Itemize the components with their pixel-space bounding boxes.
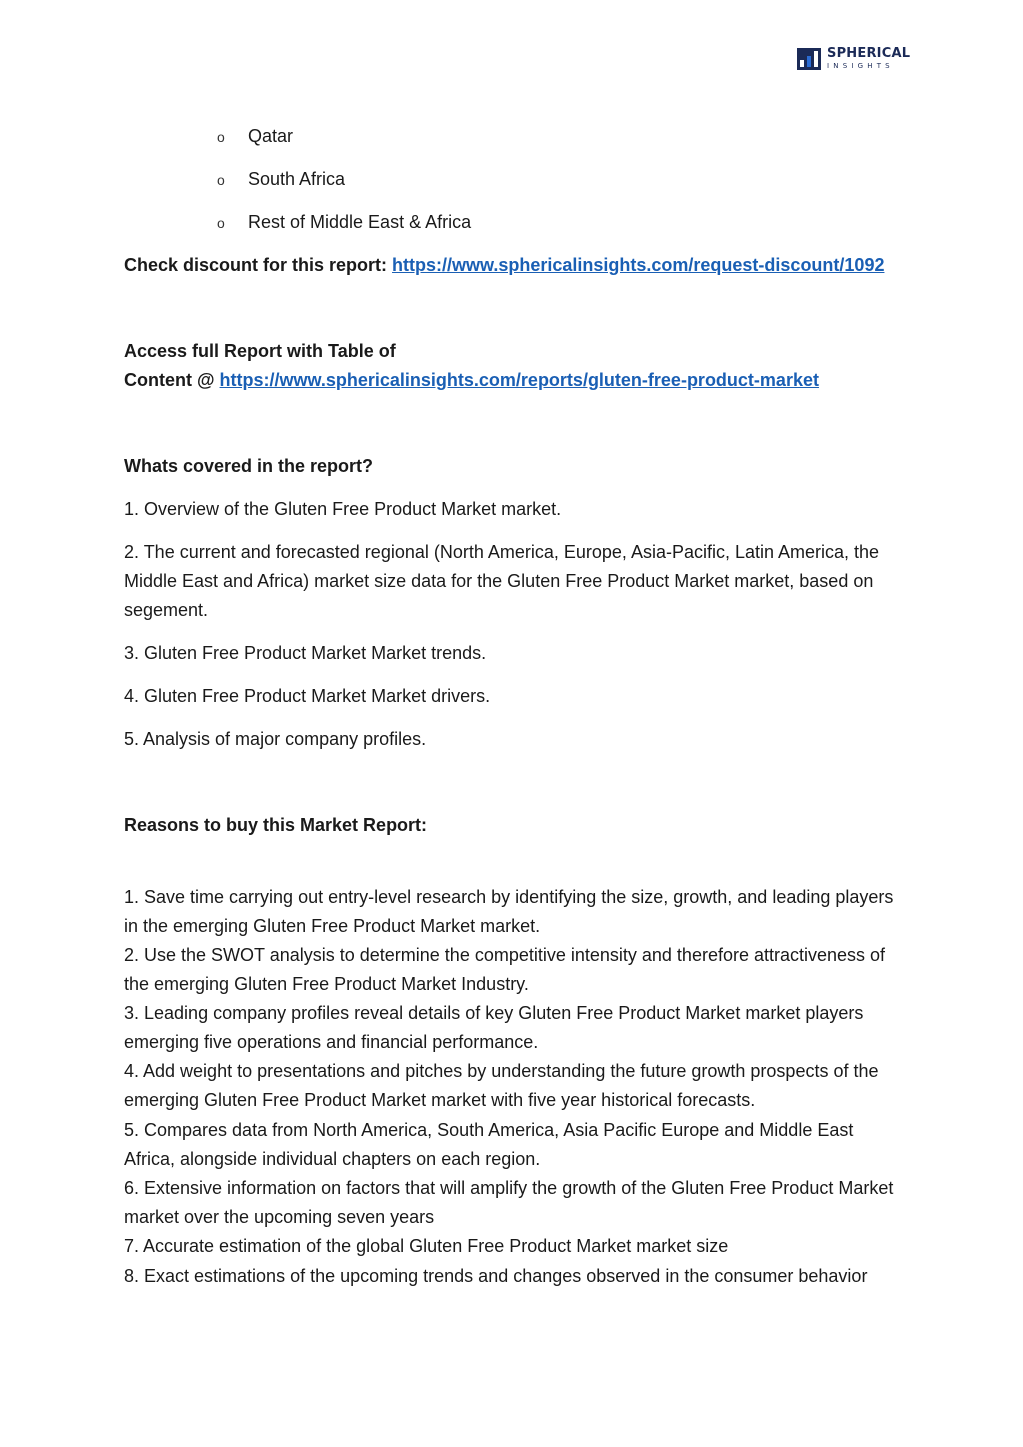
access-line-1: Access full Report with Table of (124, 341, 396, 361)
reason-item: 2. Use the SWOT analysis to determine the competitive intensity and therefore attractiveness of the emerging Gluten Free Product Market Industry. (124, 945, 886, 995)
covered-item: 1. Overview of the Gluten Free Product Market market. (124, 499, 562, 519)
reason-item: 4. Add weight to presentations and pitches by understanding the future growth prospects of the emerging Gluten Free Product Market market with five year historical forecasts. (124, 1061, 879, 1111)
bullet-marker: o (217, 129, 225, 145)
region-label: Qatar (248, 126, 294, 146)
reason-item: 1. Save time carrying out entry-level research by identifying the size, growth, and leading players in the emerging Gluten Free Product Market market. (124, 887, 894, 937)
reason-item: 3. Leading company profiles reveal details of key Gluten Free Product Market market players emerging five operations and financial performance. (124, 1003, 864, 1053)
access-line-2 (124, 366, 819, 395)
region-label: South Africa (248, 169, 346, 189)
reason-item: 8. Exact estimations of the upcoming trends and changes observed in the consumer behavior (124, 1266, 868, 1286)
covered-item: 5. Analysis of major company profiles. (124, 729, 427, 749)
report-link[interactable]: https://www.sphericalinsights.com/reports/gluten-free-product-market (219, 370, 819, 390)
reason-item: 5. Compares data from North America, South America, Asia Pacific Europe and Middle East Africa, alongside individual chapters on each region. (124, 1120, 854, 1170)
covered-item: 4. Gluten Free Product Market Market drivers. (124, 686, 491, 706)
bullet-marker: o (217, 172, 225, 188)
covered-heading: Whats covered in the report? (124, 456, 374, 476)
reasons-heading: Reasons to buy this Market Report: (124, 815, 428, 835)
region-label: Rest of Middle East & Africa (248, 212, 472, 232)
discount-line (124, 251, 884, 280)
logo (797, 46, 911, 74)
reason-item: 6. Extensive information on factors that will amplify the growth of the Gluten Free Product Market market over the upcoming seven years (124, 1178, 894, 1228)
logo-title: SPHERICAL (827, 46, 911, 61)
logo-subtitle: INSIGHTS (827, 62, 894, 70)
bullet-marker: o (217, 215, 225, 231)
spherical-insights-logo-icon (797, 48, 821, 70)
access-label: Content @ (124, 370, 220, 390)
logo-text (827, 46, 910, 71)
discount-link[interactable]: https://www.sphericalinsights.com/request-discount/1092 (392, 255, 885, 275)
covered-item: 3. Gluten Free Product Market Market trends. (124, 643, 487, 663)
discount-label: Check discount for this report: (124, 255, 393, 275)
reason-item: 7. Accurate estimation of the global Gluten Free Product Market market size (124, 1236, 729, 1256)
covered-item: 2. The current and forecasted regional (North America, Europe, Asia-Pacific, Latin America, the Middle East and Africa) market size data for the Gluten Free Product Market market, based on segement. (124, 542, 880, 621)
